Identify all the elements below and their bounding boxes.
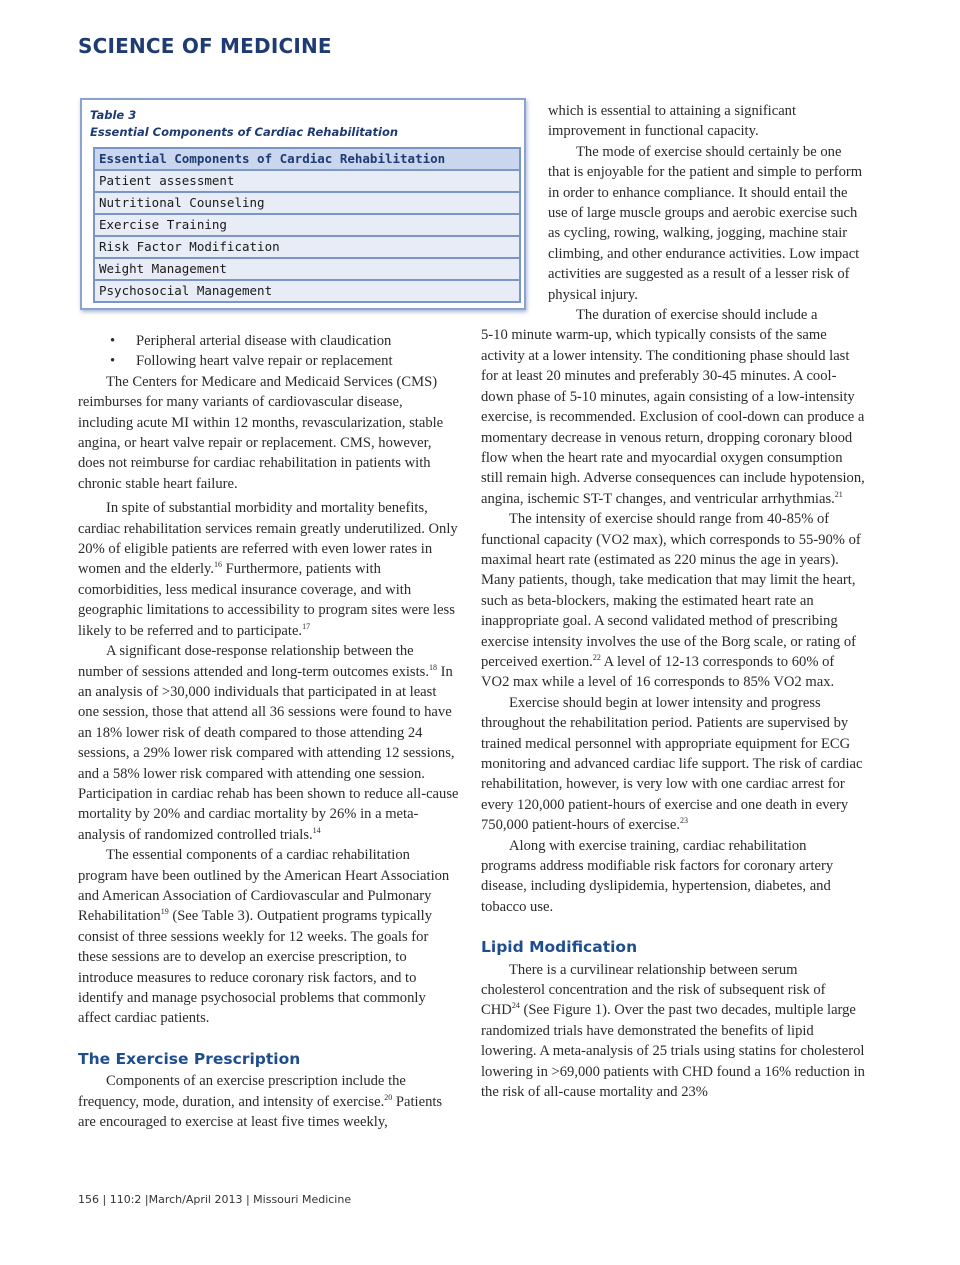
paragraph: Exercise should begin at lower intensity and progress throughout the rehabilitation period. Patients are supervised by trained medical personnel with appropriate equipment for ECG monitoring and advanced cardiac life support. The risk of cardiac rehabilitation, however, is very low with one cardiac arrest for every 120,000 patient-hours of exercise and one death in every 750,000 patient-hours of exercise.$^{23}$ (481, 694, 863, 834)
table-row: Exercise Training (95, 215, 519, 237)
table-row: Risk Factor Modification (95, 237, 519, 259)
section-header: SCIENCE OF MEDICINE (78, 34, 332, 58)
bullet-item: • Peripheral arterial disease with claudication (110, 333, 392, 349)
table-caption: Essential Components of Cardiac Rehabilitation (90, 125, 399, 139)
table-header-row: Essential Components of Cardiac Rehabilitation (95, 149, 519, 171)
bullet-item: • Following heart valve repair or replacement (110, 353, 393, 370)
table-label: Table 3 (90, 108, 137, 122)
paragraph: Along with exercise training, cardiac rehabilitation programs address modifiable risk factors for coronary artery disease, including dyslipidemia, hypertension, diabetes, and tobacco use. (481, 837, 834, 915)
exercise-prescription-heading: The Exercise Prescription (78, 1049, 301, 1068)
table-row: Nutritional Counseling (95, 193, 519, 215)
components-table (93, 147, 521, 303)
paragraph: which is essential to attaining a significant improvement in functional capacity. (548, 103, 797, 140)
paragraph: The Centers for Medicare and Medicaid Services (CMS) reimburses for many variants of cardiovascular disease, including acute MI within 12 months, revascularization, stable angina, or heart valve repair or replacement. CMS, however, does not reimburse for cardiac rehabilitation in patients with chronic stable heart failure. (78, 373, 444, 492)
right-column (481, 101, 865, 1103)
left-column (78, 331, 461, 1132)
paragraph: The duration of exercise should include a 5-10 minute warm-up, which typically consists of the same activity at a lower intensity. The conditioning phase should last for at least 20 minutes and preferably 30-45 minutes. A cool-down phase of 5-10 minutes, again consisting of a low-intensity exercise, is recommended. Exclusion of cool-down can produce a momentary decrease in venous return, dropping coronary blood flow when the heart rate and myocardial oxygen consumption still remain high. Adverse consequences can include hypotension, angina, ischemic ST-T changes, and ventricular arrhythmias.$^{21}$ (481, 307, 865, 507)
paragraph: The essential components of a cardiac rehabilitation program have been outlined by the American Heart Association and American Association of Cardiovascular and Pulmonary Rehabilitation$^{19}$ (See Table 3). Outpatient programs typically consist of three sessions weekly for 12 weeks. The goals for these sessions are to develop an exercise prescription, to introduce measures to reduce coronary risk factors, and to identify and manage psychosocial problems that commonly affect cardiac patients. (78, 847, 450, 1027)
paragraph: The intensity of exercise should range from 40-85% of functional capacity (VO2 max), which corresponds to 55-90% of maximal heart rate (estimated as 220 minus the age in years). Many patients, though, take medication that may limit the heart, such as beta-blockers, making the estimated heart rate an inappropriate goal. A second validated method of prescribing exercise intensity involves the use of the Borg scale, or rating of perceived exertion.$^{22}$ A level of 12-13 corresponds to 60% of VO2 max while a level of 16 corresponds to 85% VO2 max. (481, 511, 861, 691)
paragraph: A significant dose-response relationship between the number of sessions attended and long-term outcomes exists.$^{18}$ In an analysis of >30,000 individuals that participated in at least one session, those that attend all 36 sessions were found to have an 18% lower risk of death compared to those attending 24 sessions, a 29% lower risk compared with attending 12 sessions, and a 58% lower risk compared with attending one session. Participation in cardiac rehab has been shown to reduce all-cause mortality by 20% and cardiac mortality by 26% in a meta-analysis of randomized controlled trials.$^{14}$ (78, 643, 459, 843)
page-footer: 156 | 110:2 |March/April 2013 | Missouri Medicine (78, 1193, 352, 1206)
table-row: Patient assessment (95, 171, 519, 193)
paragraph: The mode of exercise should certainly be one that is enjoyable for the patient and simple to perform in order to enhance compliance. It should entail the use of large muscle groups and aerobic exercise such as cycling, rowing, walking, jogging, machine stair climbing, and other endurance activities. Low impact activities are suggested as a result of a lesser risk of physical injury. (548, 143, 863, 303)
paragraph: In spite of substantial morbidity and mortality benefits, cardiac rehabilitation services remain greatly underutilized. Only 20% of eligible patients are referred with even lower rates in women and the elderly.$^{16}$ Furthermore, patients with comorbidities, less medical insurance coverage, and with geographic limitations to accessibility to program sites were less likely to be referred and to participate.$^{17}$ (78, 500, 458, 639)
table-row: Weight Management (95, 259, 519, 281)
paragraph: Components of an exercise prescription include the frequency, mode, duration, and intensity of exercise.$^{20}$ Patients are encouraged to exercise at least five times weekly, (78, 1073, 443, 1131)
table-3 (80, 98, 526, 310)
lipid-modification-heading: Lipid Modification (481, 938, 638, 957)
table-row: Psychosocial Management (95, 281, 519, 303)
paragraph: There is a curvilinear relationship between serum cholesterol concentration and the risk of subsequent risk of CHD$^{24}$ (See Figure 1). Over the past two decades, multiple large randomized trials have demonstrated the benefits of lipid lowering. A meta-analysis of 25 trials using statins for cholesterol lowering in >69,000 patients with CHD found a 16% reduction in the risk of all-cause mortality and 23% (481, 961, 865, 1101)
